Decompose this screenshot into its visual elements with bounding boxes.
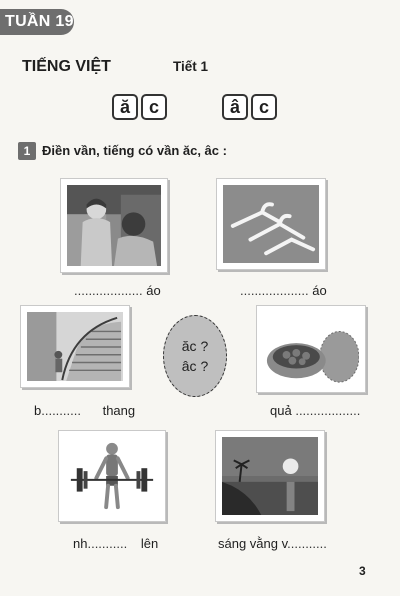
answer-blank[interactable]: ........... bbox=[41, 403, 81, 418]
answer-prefix: quả bbox=[270, 403, 292, 418]
letter-tile: c bbox=[141, 94, 167, 120]
answer-line-6[interactable] bbox=[218, 536, 327, 551]
photo-staircase bbox=[20, 305, 130, 388]
answer-blank[interactable]: ........... bbox=[287, 536, 327, 551]
photo-child-sweater bbox=[60, 178, 168, 273]
exercise-instruction: Điền vần, tiếng có vần ăc, âc : bbox=[42, 143, 227, 158]
letter-tiles-ac-circumflex bbox=[222, 94, 277, 120]
answer-line-3[interactable] bbox=[34, 403, 135, 418]
subject-title: TIẾNG VIỆT bbox=[22, 58, 111, 75]
answer-prefix: nh bbox=[73, 536, 88, 551]
answer-blank[interactable]: ................... bbox=[74, 283, 143, 298]
answer-blank[interactable]: .................. bbox=[295, 403, 361, 418]
letter-tile: â bbox=[222, 94, 248, 120]
answer-text: áo bbox=[146, 283, 161, 298]
answer-line-5[interactable] bbox=[73, 536, 158, 551]
letter-tiles-ac-breve bbox=[112, 94, 167, 120]
answer-prefix: sáng vằng v bbox=[218, 536, 288, 551]
page-number: 3 bbox=[359, 564, 366, 578]
answer-line-1[interactable] bbox=[74, 283, 161, 298]
answer-text: lên bbox=[140, 536, 159, 551]
lesson-label: Tiết 1 bbox=[173, 59, 209, 74]
answer-line-4[interactable] bbox=[270, 403, 360, 418]
letter-tile: c bbox=[251, 94, 277, 120]
bubble-line-2: âc ? bbox=[181, 358, 209, 374]
answer-text: áo bbox=[312, 283, 327, 298]
photo-moonlit-sea bbox=[215, 430, 325, 522]
photo-weightlifter bbox=[58, 430, 166, 522]
bubble-line-1: ăc ? bbox=[181, 338, 209, 354]
exercise-number: 1 bbox=[18, 142, 36, 160]
answer-text: thang bbox=[102, 403, 136, 418]
answer-blank[interactable]: ........... bbox=[87, 536, 128, 551]
question-bubble bbox=[163, 315, 227, 397]
answer-blank[interactable]: ................... bbox=[240, 283, 309, 298]
answer-prefix: b bbox=[34, 403, 42, 418]
answer-line-2[interactable] bbox=[240, 283, 327, 298]
week-tab: TUẦN 19 bbox=[0, 9, 74, 35]
letter-tile: ă bbox=[112, 94, 138, 120]
photo-clothes-hangers bbox=[216, 178, 326, 270]
photo-jackfruit bbox=[256, 305, 366, 393]
